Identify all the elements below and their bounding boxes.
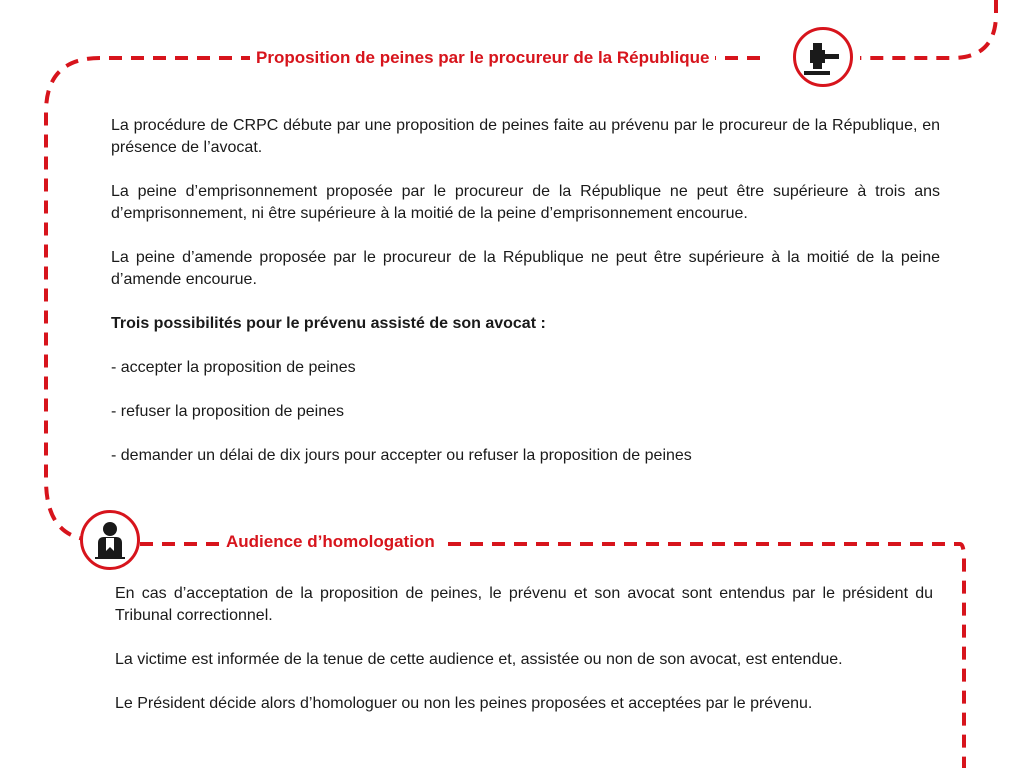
section-title-homologation: Audience d’homologation (220, 531, 441, 553)
paragraph: En cas d’acceptation de la proposition de peines, le prévenu et son avocat sont entendus par le président du Tribunal correctionnel. (115, 585, 933, 624)
lawyer-icon (83, 513, 137, 567)
gavel-icon (796, 30, 850, 84)
options-heading: Trois possibilités pour le prévenu assisté de son avocat : (111, 315, 546, 332)
paragraph: La victime est informée de la tenue de cette audience et, assistée ou non de son avocat, est entendue. (115, 651, 843, 668)
section-title-proposition: Proposition de peines par le procureur de la République (250, 47, 715, 69)
paragraph: Le Président décide alors d’homologuer ou non les peines proposées et acceptées par le prévenu. (115, 695, 813, 712)
paragraph: La procédure de CRPC débute par une proposition de peines faite au prévenu par le procureur de la République, en présence de l’avocat. (111, 117, 940, 156)
section2-body (115, 583, 933, 715)
gavel-icon-circle (793, 27, 853, 87)
section1-body (111, 115, 940, 467)
option-item: - demander un délai de dix jours pour accepter ou refuser la proposition de peines (111, 447, 692, 464)
option-item: - accepter la proposition de peines (111, 359, 356, 376)
paragraph: La peine d’amende proposée par le procureur de la République ne peut être supérieure à la moitié de la peine d’amende encourue. (111, 249, 940, 288)
paragraph: La peine d’emprisonnement proposée par le procureur de la République ne peut être supérieure à trois ans d’emprisonnement, ni être supérieure à la moitié de la peine d’emprisonnement encourue. (111, 183, 940, 222)
option-item: - refuser la proposition de peines (111, 403, 345, 420)
lawyer-icon-circle (80, 510, 140, 570)
